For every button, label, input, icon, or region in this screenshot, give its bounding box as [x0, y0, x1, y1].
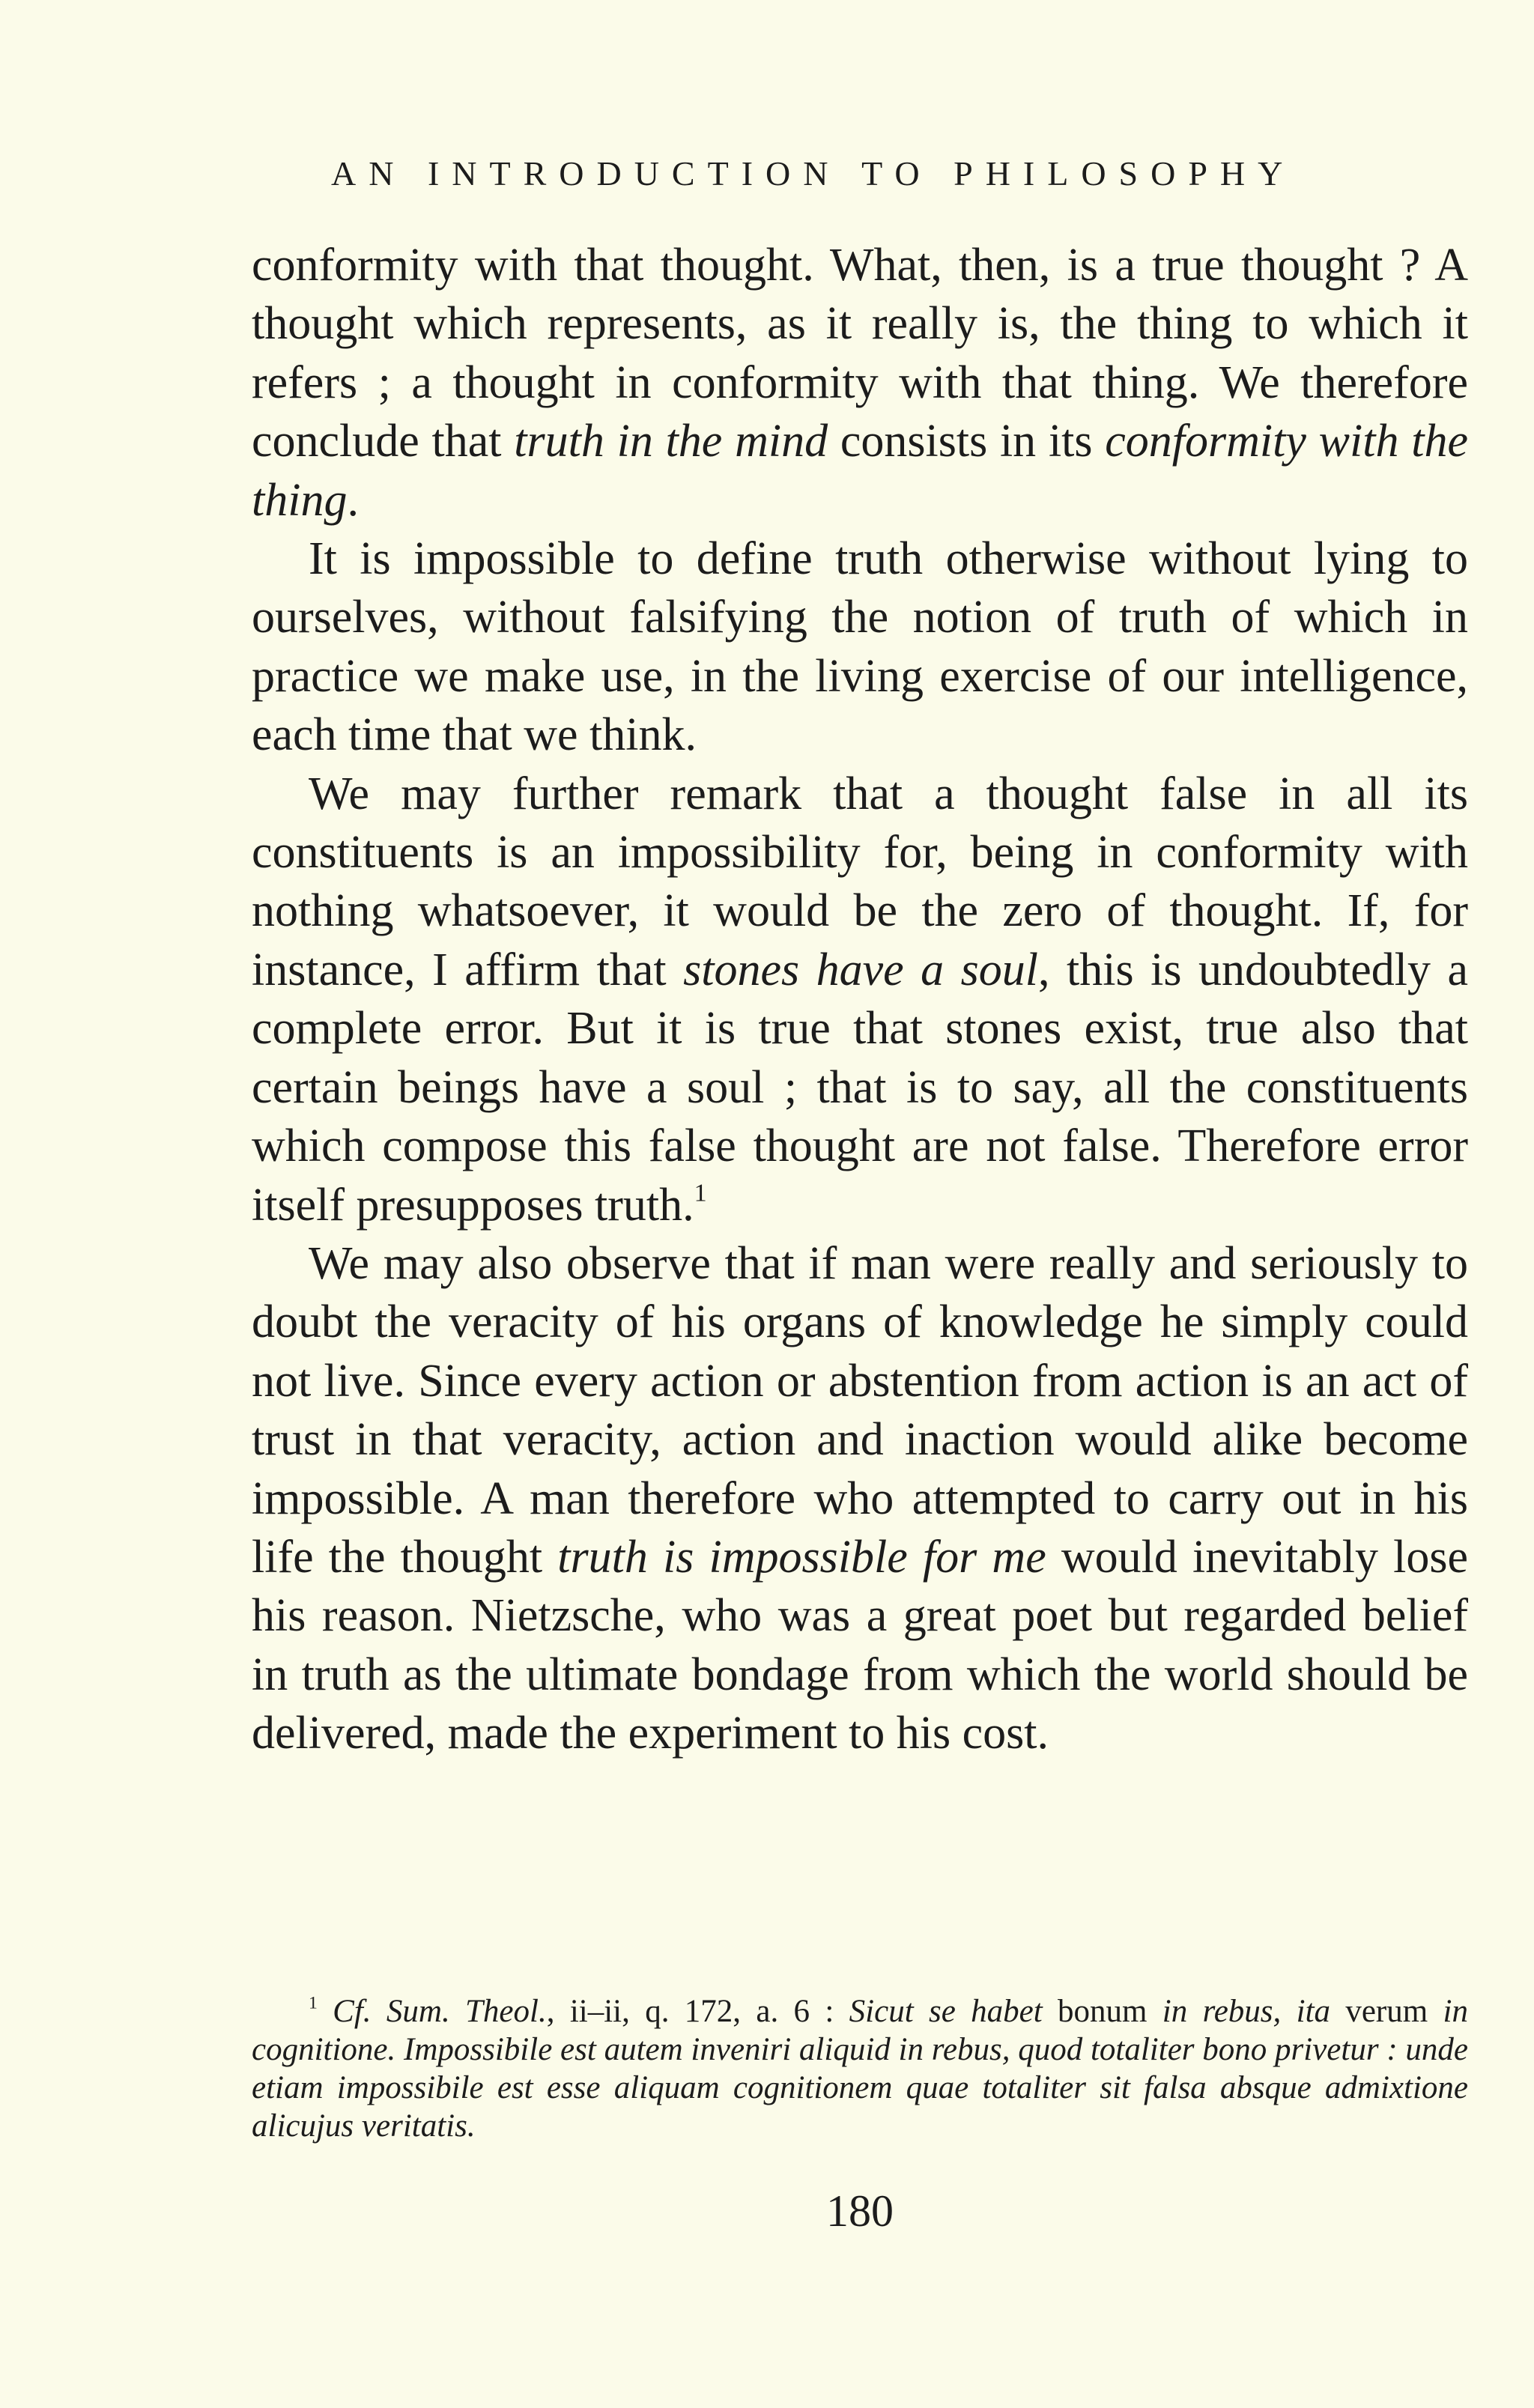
- paragraph-1: conformity with that thought. What, then, is a true thought ? A thought which represents, as it really is, the thing to which it refers ; a thought in conformity with that thing. We therefore conclude that truth in the mind consists in its conformity with the thing.: [252, 240, 1468, 526]
- footnote-1: $^1$ Cf. Sum. Theol., ii–ii, q. 172, a. 6 : Sicut se habet bonum in rebus, ita verum in cognitione. Impossibile est autem inveniri aliquid in rebus, quod totaliter bono privetur : unde etiam impossibile est esse aliquam cognitionem quae totaliter sit falsa absque admixtione alicujus veritatis.: [252, 1993, 1468, 2144]
- footnote-marker: 1: [309, 1993, 318, 2013]
- paragraph-4: We may also observe that if man were really and seriously to doubt the veracity of his organs of knowledge he simply could not live. Since every action or abstention from action is an act of trust in that veracity, action and inaction would alike become impossible. A man therefore who attempted to carry out in his life the thought truth is impossible for me would inevitably lose his reason. Nietzsche, who was a great poet but regarded belief in truth as the ultimate bondage from which the world should be delivered, made the experiment to his cost.: [252, 1237, 1468, 1759]
- body-text: [252, 236, 1468, 1763]
- footnote-reference: 1: [694, 1178, 707, 1207]
- page-number: 180: [826, 2186, 894, 2236]
- book-page: [252, 0, 1468, 2408]
- footnotes: [252, 1992, 1468, 2145]
- running-head: AN INTRODUCTION TO PHILOSOPHY: [331, 154, 1296, 192]
- paragraph-2: It is impossible to define truth otherwise without lying to ourselves, without falsifying the notion of truth of which in practice we make use, in the living exercise of our intelligence, each time that we think.: [252, 533, 1468, 761]
- paragraph-3: We may further remark that a thought false in all its constituents is an impossibility for, being in conformity with nothing whatsoever, it would be the zero of thought. If, for instance, I affirm that stones have a soul, this is undoubtedly a complete error. But it is true that stones exist, true also that certain beings have a soul ; that is to say, all the constituents which compose this false thought are not false. Therefore error itself presupposes truth.$^1$: [252, 768, 1469, 1231]
